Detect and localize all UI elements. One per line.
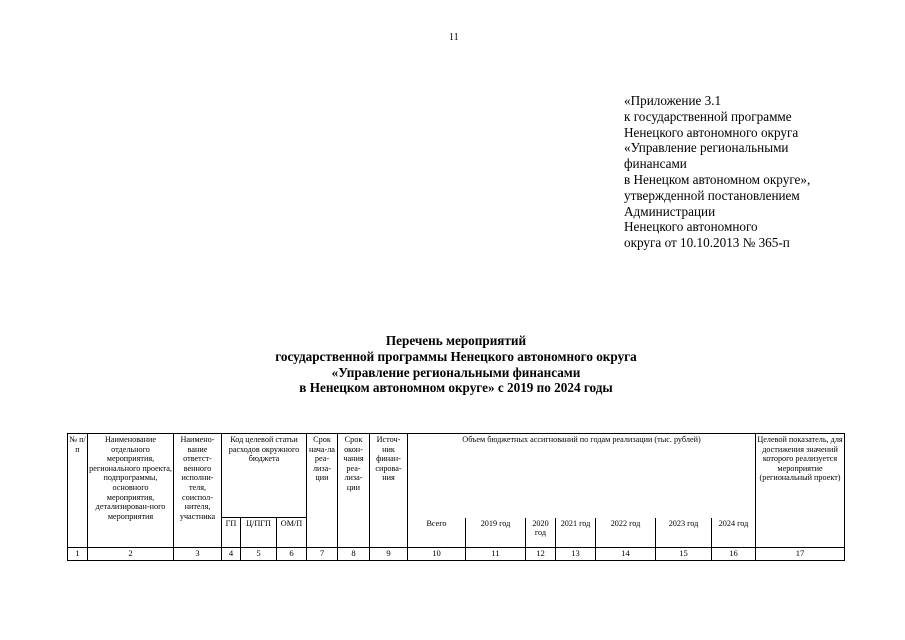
- header-source: Источ-ник финан-сирова-ния: [370, 434, 408, 548]
- title-line: «Управление региональными финансами: [331, 364, 581, 380]
- page-number: 11: [449, 32, 459, 43]
- subheader-2024: 2024 год: [712, 518, 756, 548]
- header-num: № п/п: [68, 434, 88, 548]
- appendix-line: утвержденной постановлением: [624, 187, 800, 203]
- column-number: 17: [756, 548, 845, 561]
- subheader-2022: 2022 год: [596, 518, 656, 548]
- column-number: 9: [370, 548, 408, 561]
- appendix-line: Администрации: [624, 203, 716, 219]
- subheader-2021: 2021 год: [556, 518, 596, 548]
- appendix-block: [624, 93, 894, 251]
- appendix-line: Ненецкого автономного округа: [624, 124, 799, 140]
- table-header-row: [68, 434, 845, 518]
- appendix-line: к государственной программе: [624, 108, 792, 124]
- appendix-line: округа от 10.10.2013 № 365-п: [624, 235, 790, 251]
- column-number: 7: [307, 548, 338, 561]
- column-number: 5: [241, 548, 277, 561]
- subheader-cpgp: Ц/ПГП: [241, 518, 277, 548]
- column-number: 15: [656, 548, 712, 561]
- column-number: 2: [88, 548, 174, 561]
- appendix-line: «Управление региональными: [624, 140, 789, 156]
- header-executor: Наимено-вание ответст-венного исполни-теля, соиспол-нителя, участника: [174, 434, 222, 548]
- measures-table: [67, 433, 845, 561]
- column-number: 11: [466, 548, 526, 561]
- appendix-line: в Ненецком автономном округе»,: [624, 171, 811, 187]
- subheader-total: Всего: [408, 518, 466, 548]
- column-number: 1: [68, 548, 88, 561]
- title-line: Перечень мероприятий: [385, 333, 527, 348]
- header-start: Срок нача-ла реа-лиза-ции: [307, 434, 338, 548]
- header-funding: Объем бюджетных ассигнований по годам реализации (тыс. рублей): [408, 434, 756, 518]
- document-title: [150, 333, 762, 396]
- column-number: 8: [338, 548, 370, 561]
- header-name: Наименование отдельного мероприятия, регионального проекта, подпрограммы, основного мероприятия, детализирован-ного мероприятия: [88, 434, 174, 548]
- column-number: 12: [526, 548, 556, 561]
- header-budget-code: Код целевой статьи расходов окружного бюджета: [222, 434, 307, 518]
- column-number: 14: [596, 548, 656, 561]
- subheader-2019: 2019 год: [466, 518, 526, 548]
- column-number: 6: [277, 548, 307, 561]
- header-indicator: Целевой показатель, для достижения значений которого реализуется мероприятие (региональный проект): [756, 434, 845, 548]
- column-number-row: [68, 548, 845, 561]
- column-number: 10: [408, 548, 466, 561]
- column-number: 16: [712, 548, 756, 561]
- subheader-gp: ГП: [222, 518, 241, 548]
- title-line: в Ненецком автономном округе» с 2019 по 2024 годы: [299, 380, 613, 396]
- title-line: государственной программы Ненецкого автономного округа: [275, 348, 637, 364]
- column-number: 3: [174, 548, 222, 561]
- subheader-2023: 2023 год: [656, 518, 712, 548]
- header-end: Срок окон-чания реа-лиза-ции: [338, 434, 370, 548]
- column-number: 13: [556, 548, 596, 561]
- appendix-line: Ненецкого автономного: [624, 219, 758, 235]
- subheader-omp: ОМ/П: [277, 518, 307, 548]
- column-number: 4: [222, 548, 241, 561]
- subheader-2020: 2020 год: [526, 518, 556, 548]
- appendix-line: «Приложение 3.1: [624, 93, 722, 108]
- appendix-line: финансами: [624, 156, 687, 172]
